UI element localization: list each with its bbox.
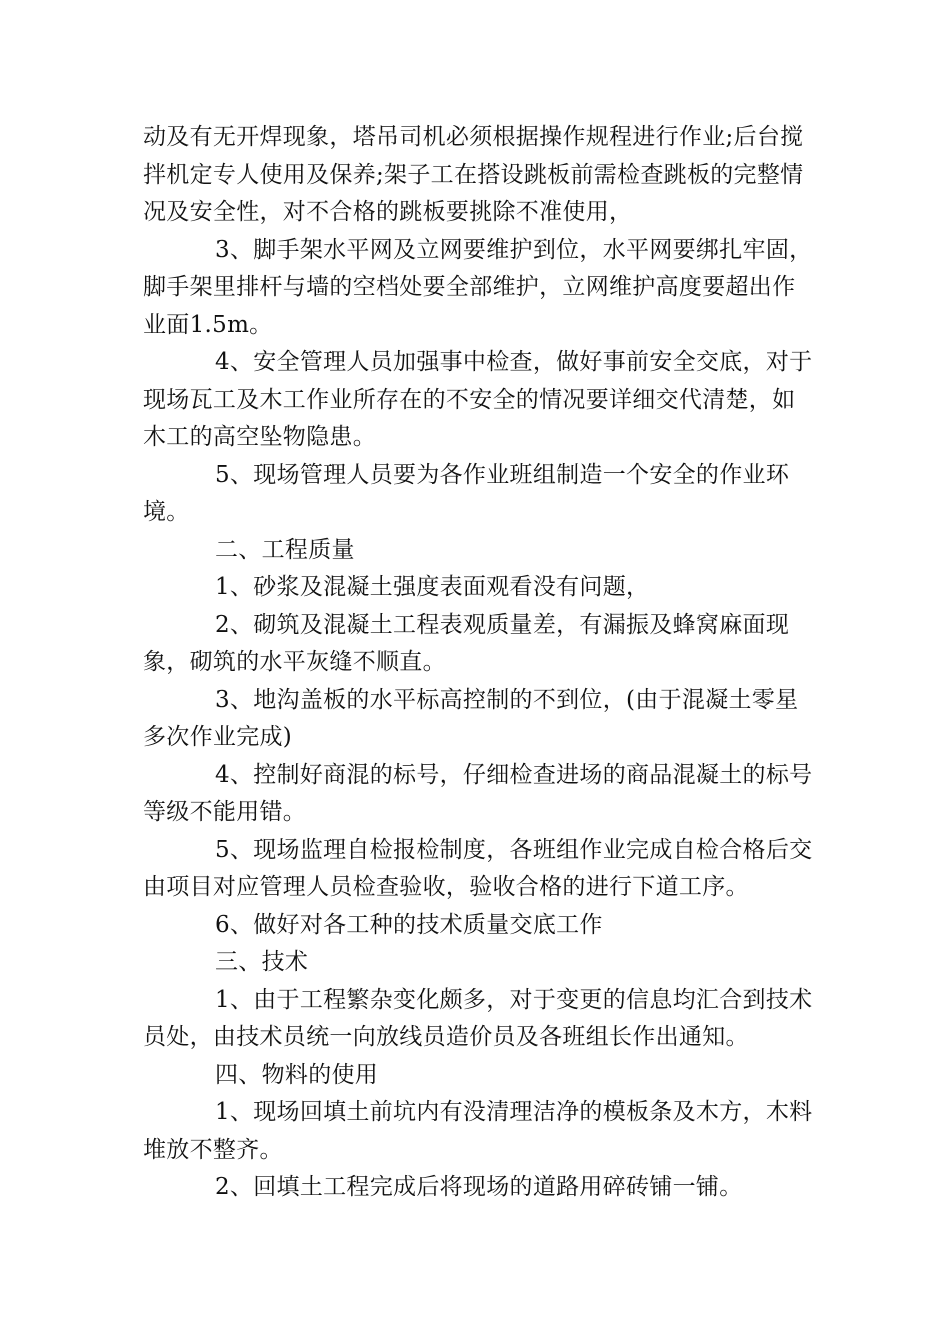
paragraph: 2、砌筑及混凝土工程表观质量差，有漏振及蜂窝麻面现象，砌筑的水平灰缝不顺直。 bbox=[143, 611, 790, 675]
section-heading: 二、工程质量 bbox=[215, 536, 355, 563]
paragraph: 6、做好对各工种的技术质量交底工作 bbox=[215, 911, 603, 938]
paragraph: 4、控制好商混的标号，仔细检查进场的商品混凝土的标号等级不能用错。 bbox=[143, 761, 813, 825]
paragraph: 5、现场监理自检报检制度，各班组作业完成自检合格后交由项目对应管理人员检查验收，验收合格的进行下道工序。 bbox=[143, 836, 813, 900]
paragraph: 2、回填土工程完成后将现场的道路用碎砖铺一铺。 bbox=[215, 1174, 743, 1200]
paragraph: 3、地沟盖板的水平标高控制的不到位，(由于混凝土零星多次作业完成) bbox=[143, 686, 799, 750]
paragraph: 3、脚手架水平网及立网要维护到位，水平网要绑扎牢固，脚手架里排杆与墙的空档处要全部维护，立网维护高度要超出作业面1.5m。 bbox=[143, 236, 813, 338]
paragraph: 1、由于工程繁杂变化颇多，对于变更的信息均汇合到技术员处，由技术员统一向放线员造价员及各班组长作出通知。 bbox=[143, 986, 813, 1050]
paragraph: 4、安全管理人员加强事中检查，做好事前安全交底，对于现场瓦工及木工作业所存在的不安全的情况要详细交代清楚，如木工的高空坠物隐患。 bbox=[143, 349, 813, 450]
section-heading: 四、物料的使用 bbox=[215, 1061, 379, 1088]
section-heading: 三、技术 bbox=[215, 949, 309, 975]
paragraph: 动及有无开焊现象，塔吊司机必须根据操作规程进行作业;后台搅拌机定专人使用及保养;架子工在搭设跳板前需检查跳板的完整情况及安全性，对不合格的跳板要挑除不准使用， bbox=[143, 124, 804, 225]
paragraph: 5、现场管理人员要为各作业班组制造一个安全的作业环境。 bbox=[143, 461, 790, 525]
paragraph: 1、现场回填土前坑内有没清理洁净的模板条及木方，木料堆放不整齐。 bbox=[143, 1099, 813, 1163]
document-body bbox=[143, 119, 813, 1207]
paragraph: 1、砂浆及混凝土强度表面观看没有问题， bbox=[215, 574, 650, 600]
